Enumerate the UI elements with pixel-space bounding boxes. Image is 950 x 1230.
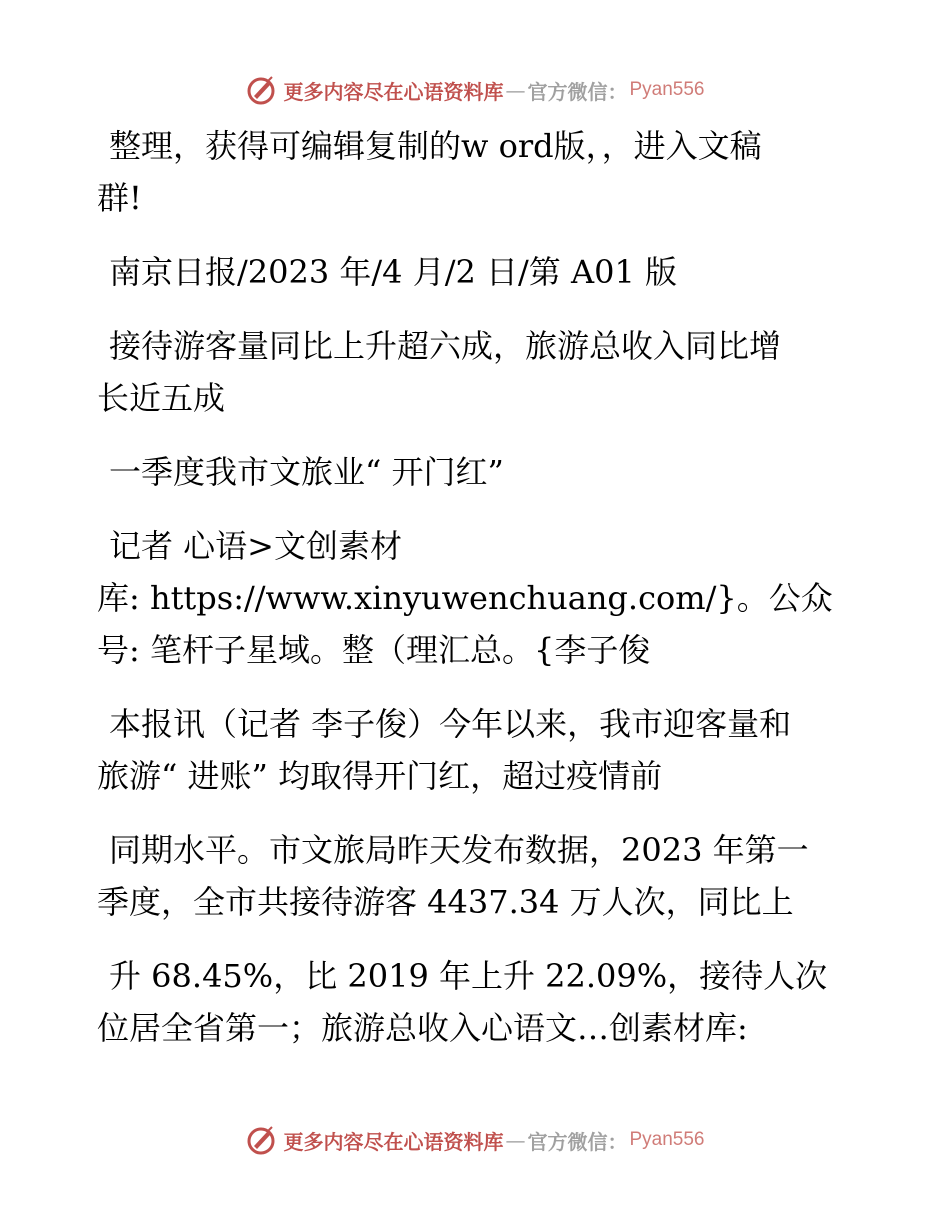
quill-seal-logo-icon (245, 1124, 277, 1156)
paragraph-news-2 (97, 824, 857, 928)
paragraph-line: 本报讯（记者 李子俊）今年以来，我市迎客量和 (109, 705, 792, 743)
paragraph-source (97, 246, 857, 298)
banner-sub-text: 官方微信： (527, 79, 628, 104)
footer-banner (0, 1120, 950, 1160)
paragraph-line: 旅游“ 进账” 均取得开门红，超过疫情前 (97, 757, 663, 795)
paragraph-news-1 (97, 698, 857, 802)
paragraph-url (97, 572, 857, 676)
paragraph-line: 南京日报/2023 年/4 月/2 日/第 A01 版 (109, 253, 677, 291)
paragraph-headline (97, 320, 857, 424)
quill-seal-logo-icon (245, 74, 277, 106)
banner-separator: — (505, 78, 526, 102)
banner-main-text: 更多内容尽在心语资料库 (283, 1129, 504, 1154)
paragraph-line: 群! (97, 179, 142, 217)
paragraph-line: 同期水平。市文旅局昨天发布数据，2023 年第一 (109, 831, 809, 869)
banner-wechat-id: Pyan556 (629, 1129, 705, 1150)
paragraph-reporter (97, 520, 857, 572)
paragraph-line: 记者 心语>文创素材 (109, 527, 402, 565)
paragraph-line: 位居全省第一；旅游总收入心语文…创素材库: (97, 1009, 748, 1047)
paragraph-line: 号: 笔杆子星域。整（理汇总。{李子俊 (97, 631, 651, 669)
paragraph-line: 升 68.45%，比 2019 年上升 22.09%，接待人次 (109, 957, 828, 995)
paragraph-intro (97, 120, 857, 224)
paragraph-line: 季度，全市共接待游客 4437.34 万人次，同比上 (97, 883, 794, 921)
banner-separator: — (505, 1128, 526, 1152)
document-body (97, 120, 857, 1054)
paragraph-line: 一季度我市文旅业“ 开门红” (109, 453, 504, 491)
paragraph-line: 整理，获得可编辑复制的w ord版，，进入文稿 (109, 127, 762, 165)
paragraph-line: 库: https://www.xinyuwenchuang.com/}。公众 (97, 579, 833, 617)
banner-sub-text: 官方微信： (527, 1129, 628, 1154)
paragraph-title (97, 446, 857, 498)
banner-wechat-id: Pyan556 (629, 79, 705, 100)
banner-main-text: 更多内容尽在心语资料库 (283, 79, 504, 104)
paragraph-line: 接待游客量同比上升超六成，旅游总收入同比增 (109, 327, 782, 365)
header-banner (0, 70, 950, 110)
paragraph-line: 长近五成 (97, 379, 226, 417)
paragraph-news-3 (97, 950, 857, 1054)
